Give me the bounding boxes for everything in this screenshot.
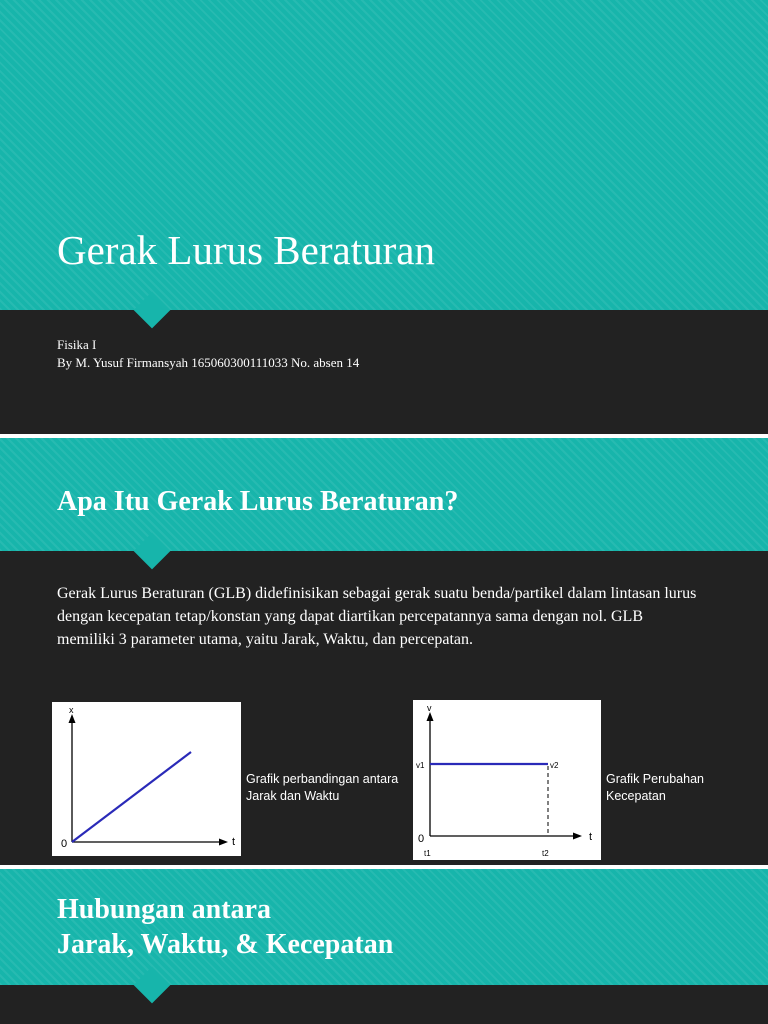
graph2-caption: Grafik Perubahan Kecepatan (606, 772, 704, 803)
slide3-heading (57, 892, 393, 962)
graph1-x-arrow (219, 839, 228, 846)
slide2-paragraph: Gerak Lurus Beraturan (GLB) didefinisikan sebagai gerak suatu benda/partikel dalam lintasan lurus dengan kecepatan tetap/konstan yang dapat diartikan percepatannya sama dengan nol. GLB memiliki 3 parameter utama, yaitu Jarak, Waktu, dan percepatan. (57, 585, 697, 648)
graph1-origin-label: 0 (61, 838, 68, 850)
velocity-time-graph (413, 700, 601, 860)
graph1-caption: Grafik perbandingan antara Jarak dan Waktu (246, 772, 399, 803)
slide1-subtitle-line1: Fisika I (57, 337, 97, 352)
graph2-v2-label: v2 (550, 761, 559, 770)
slide2-heading: Apa Itu Gerak Lurus Beraturan? (57, 486, 459, 517)
velocity-time-graph-svg (413, 700, 601, 860)
graph2-x-label: t (589, 831, 593, 843)
slide1-subtitle-band (0, 310, 768, 434)
graph1-x-label: t (232, 836, 236, 848)
graph1-data-line (72, 752, 191, 842)
graph2-y-arrow (427, 712, 434, 721)
slide1-title: Gerak Lurus Beraturan (57, 227, 435, 273)
slide1-subtitle-line2: By M. Yusuf Firmansyah 165060300111033 No. absen 14 (57, 355, 360, 370)
slide3-heading-line2: Jarak, Waktu, & Kecepatan (57, 929, 394, 960)
graph2-t2-label: t2 (542, 849, 549, 858)
slide3-content-band (0, 985, 768, 1024)
graph2-v1-label: v1 (416, 761, 425, 770)
distance-time-graph (52, 702, 241, 856)
graph2-t1-label: t1 (424, 849, 431, 858)
graph2-origin-label: 0 (418, 833, 425, 845)
graph1-y-label: x (69, 705, 74, 715)
graph1-y-arrow (69, 714, 76, 723)
graph2-y-label: v (427, 703, 432, 713)
distance-time-graph-svg (52, 702, 241, 856)
slide3-heading-line1: Hubungan antara (57, 894, 271, 925)
graph2-x-arrow (573, 833, 582, 840)
